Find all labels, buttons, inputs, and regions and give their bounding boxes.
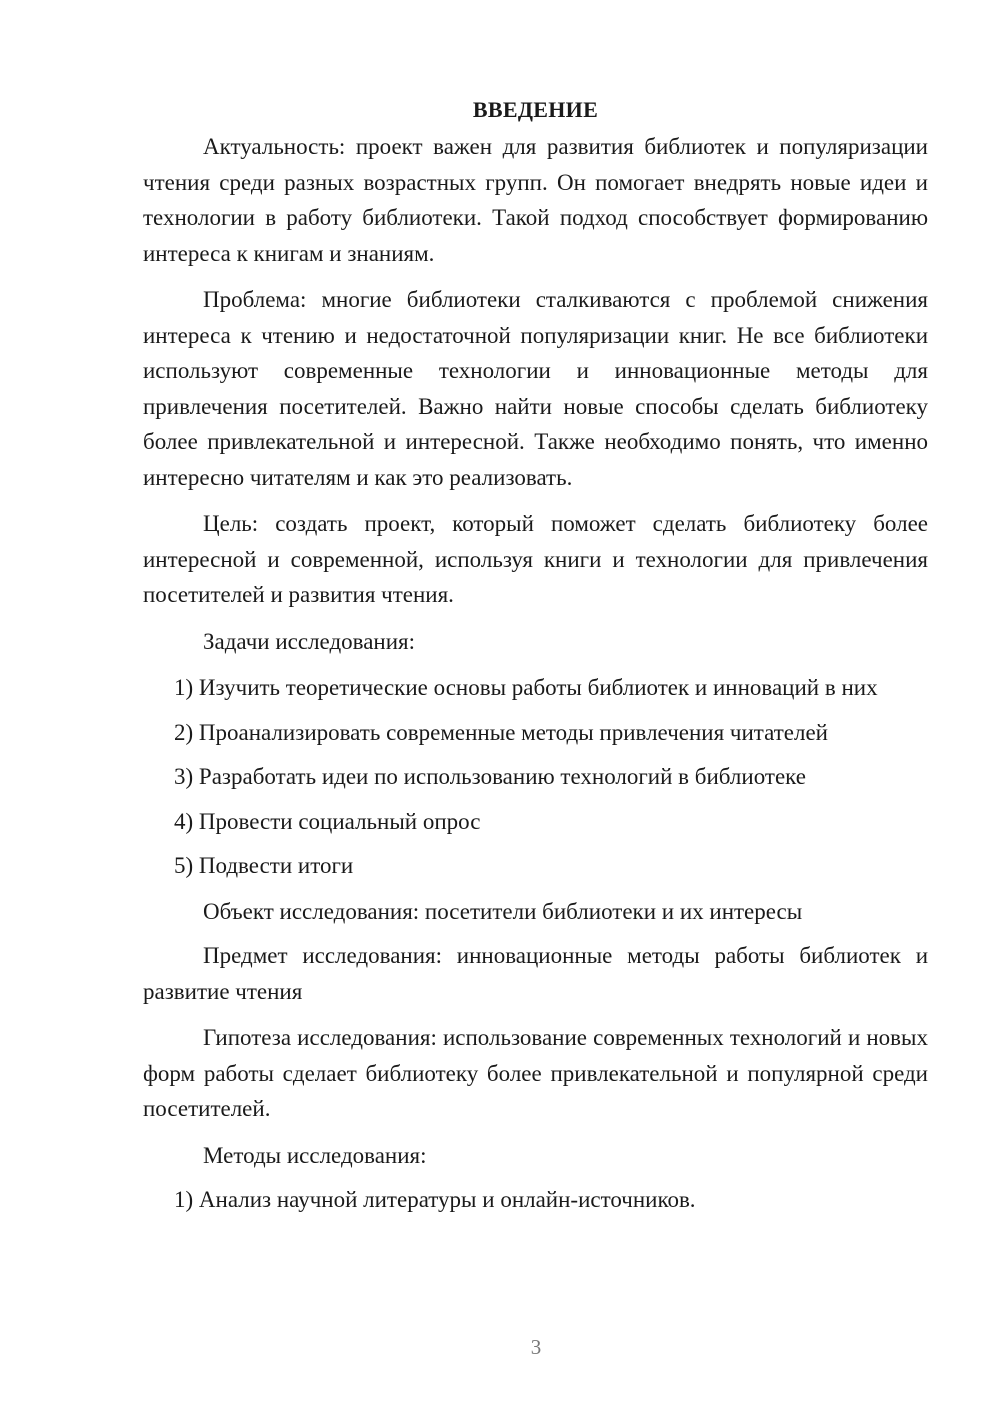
tasks-heading: Задачи исследования: (203, 628, 416, 654)
goal-paragraph: Цель: создать проект, который поможет сделать библиотеку более интересной и современной, используя книги и технологии для привлечения посетителей и развития чтения. (143, 511, 928, 607)
list-item: 4) Провести социальный опрос (174, 808, 481, 834)
relevance-paragraph: Актуальность: проект важен для развития библиотек и популяризации чтения среди разных возрастных групп. Он помогает внедрять новые идеи и технологии в работу библиотеки. Такой подход способствует формированию интереса к книгам и знаниям. (143, 134, 928, 266)
page-title: ВВЕДЕНИЕ (472, 97, 599, 122)
page-content (143, 95, 928, 1227)
methods-heading: Методы исследования: (203, 1142, 427, 1168)
list-item: 3) Разработать идеи по использованию технологий в библиотеке (174, 764, 806, 789)
methods-list (143, 1182, 928, 1218)
problem-paragraph: Проблема: многие библиотеки сталкиваются с проблемой снижения интереса к чтению и недостаточной популяризации книг. Не все библиотеки используют современные технологии и инновационные методы для привлечения посетителей. Важно найти новые способы сделать библиотеку более привлекательной и интересной. Также необходимо понять, что именно интересно читателям и как это реализовать. (143, 287, 928, 490)
list-item: 2) Проанализировать современные методы привлечения читателей (174, 719, 828, 745)
hypothesis-paragraph: Гипотеза исследования: использование современных технологий и новых форм работы сделает библиотеку более привлекательной и популярной среди посетителей. (143, 1025, 928, 1121)
tasks-list (143, 670, 928, 884)
list-item: 1) Анализ научной литературы и онлайн-источников. (174, 1187, 696, 1212)
object-paragraph: Объект исследования: посетители библиотеки и их интересы (203, 898, 803, 924)
subject-paragraph: Предмет исследования: инновационные методы работы библиотек и развитие чтения (143, 943, 928, 1004)
list-item: 5) Подвести итоги (174, 853, 354, 878)
list-item: 1) Изучить теоретические основы работы библиотек и инноваций в них (174, 675, 878, 700)
page-number: 3 (530, 1335, 542, 1359)
